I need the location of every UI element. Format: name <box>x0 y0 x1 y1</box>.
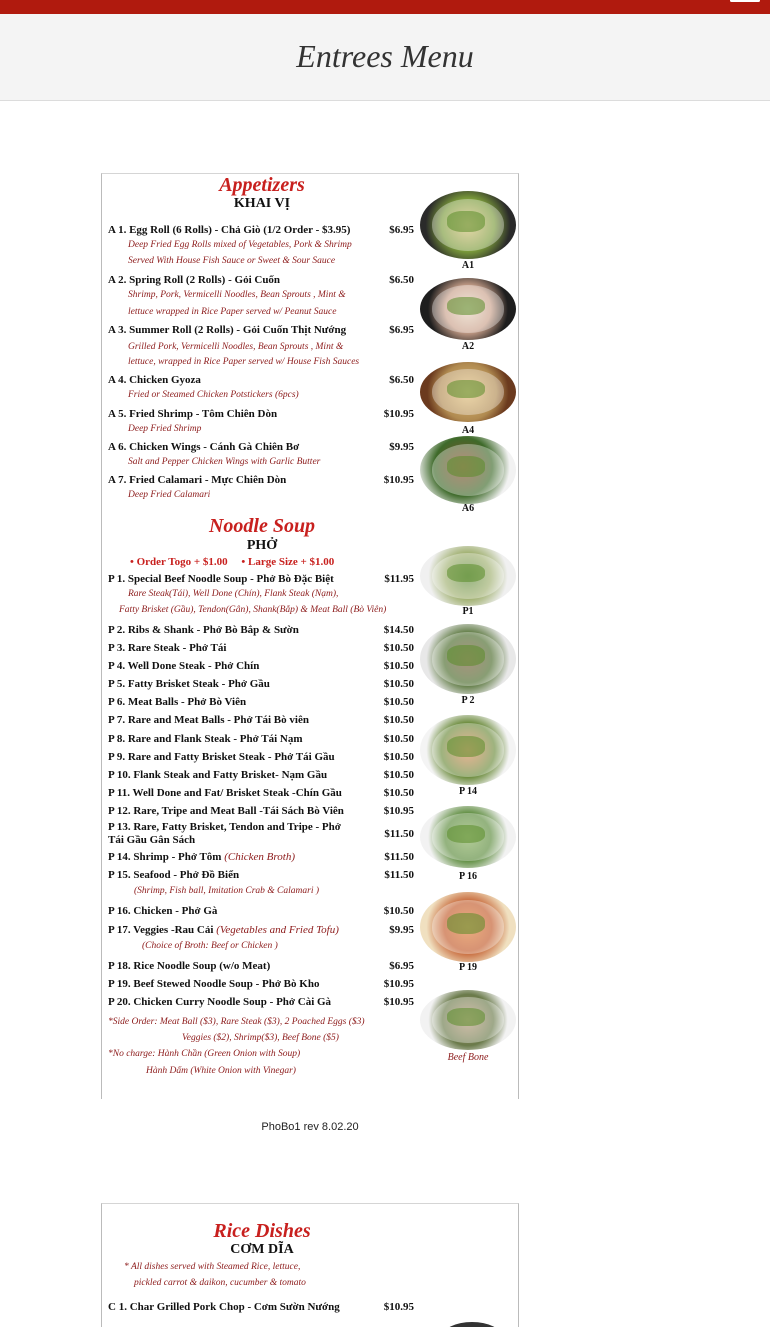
menu-image-2 <box>101 1203 519 1327</box>
noodle-soup-title: Noodle Soup <box>208 515 316 537</box>
menu-image-1 <box>101 173 519 1099</box>
menu-item-p10: P 10. Flank Steak and Fatty Brisket- Nạm Gầu $10.50 <box>108 769 414 781</box>
menu-item-p1: P 1. Special Beef Noodle Soup - Phở Bò Đặc Biệt $11.95 <box>108 573 414 585</box>
top-bar <box>0 0 770 14</box>
photo-label: P 2 <box>461 695 475 706</box>
page-header <box>0 14 770 101</box>
item-desc: (Choice of Broth: Beef or Chicken ) <box>142 941 278 951</box>
food-photo-a2 <box>420 278 516 340</box>
rice-note: pickled carrot & daikon, cucumber & tomato <box>134 1278 306 1288</box>
item-desc: Fried or Steamed Chicken Potstickers (6pcs) <box>128 390 299 400</box>
food-photo-p2 <box>420 624 516 694</box>
photo-label: P 14 <box>458 786 478 797</box>
photo-label: P1 <box>462 606 474 617</box>
menu-item-p14: P 14. Shrimp - Phở Tôm (Chicken Broth) $11.50 <box>108 851 414 863</box>
item-desc: Grilled Pork, Vermicelli Noodles, Bean Sprouts , Mint & <box>128 342 344 352</box>
image-caption: PhoBo1 rev 8.02.20 <box>261 1121 359 1133</box>
food-photo-p1 <box>420 546 516 606</box>
page-title: Entrees Menu <box>296 38 474 74</box>
hamburger-icon[interactable] <box>730 0 760 8</box>
menu-item-p15: P 15. Seafood - Phở Đồ Biển $11.50 <box>108 869 414 881</box>
menu-item-a1: A 1. Egg Roll (6 Rolls) - Chả Giò (1/2 Order - $3.95) $6.95 <box>108 224 414 236</box>
food-photo-beef-bone <box>420 990 516 1050</box>
item-desc: Served With House Fish Sauce or Sweet & Sour Sauce <box>128 256 336 266</box>
menu-item-a6: A 6. Chicken Wings - Cánh Gà Chiên Bơ $9.95 <box>108 441 414 453</box>
menu-item-p20: P 20. Chicken Curry Noodle Soup - Phở Cài Gà $10.95 <box>108 996 414 1008</box>
side-order-note: Veggies ($2), Shrimp($3), Beef Bone ($5) <box>182 1033 339 1043</box>
noodle-soup-subtitle: PHỞ <box>246 538 278 553</box>
menu-item-a5: A 5. Fried Shrimp - Tôm Chiên Dòn $10.95 <box>108 408 414 420</box>
menu-item-p4: P 4. Well Done Steak - Phở Chín $10.50 <box>108 660 414 672</box>
rice-dishes-subtitle: CƠM DĨA <box>230 1242 294 1257</box>
menu-item-c1: C 1. Char Grilled Pork Chop - Cơm Sườn Nướng $10.95 <box>108 1301 414 1313</box>
menu-item-a3: A 3. Summer Roll (2 Rolls) - Gỏi Cuốn Thịt Nướng $6.95 <box>108 324 414 336</box>
menu-item-p6: P 6. Meat Balls - Phở Bò Viên $10.50 <box>108 696 414 708</box>
photo-label: A6 <box>461 503 475 513</box>
photo-label: P 16 <box>458 871 478 882</box>
item-desc: Deep Fried Egg Rolls mixed of Vegetables, Pork & Shrimp <box>128 240 352 250</box>
menu-item-p11: P 11. Well Done and Fat/ Brisket Steak -Chín Gầu $10.50 <box>108 787 414 799</box>
item-desc: Deep Fried Shrimp <box>128 424 202 434</box>
item-desc: Fatty Brisket (Gầu), Tendon(Gân), Shank(Bắp) & Meat Ball (Bò Viên) <box>119 605 387 615</box>
item-desc: Deep Fried Calamari <box>128 490 211 500</box>
photo-label: P 19 <box>458 962 478 973</box>
food-photo-a1 <box>420 191 516 259</box>
food-photo-a6 <box>420 436 516 504</box>
menu-item-p17: P 17. Veggies -Rau Cải (Vegetables and Fried Tofu) $9.95 <box>108 924 414 936</box>
item-desc: lettuce, wrapped in Rice Paper served w/ House Fish Sauces <box>128 357 360 367</box>
item-desc: Rare Steak(Tái), Well Done (Chín), Flank Steak (Nạm), <box>128 589 339 599</box>
item-desc: (Shrimp, Fish ball, Imitation Crab & Calamari ) <box>134 886 319 896</box>
menu-item-p12: P 12. Rare, Tripe and Meat Ball -Tái Sách Bò Viên $10.95 <box>108 805 414 817</box>
food-photo-p19 <box>420 892 516 962</box>
appetizers-title: Appetizers <box>219 174 305 196</box>
item-desc: Shrimp, Pork, Vermicelli Noodles, Bean Sprouts , Mint & <box>128 290 346 300</box>
photo-label: Beef Bone <box>447 1052 489 1063</box>
photo-label: A4 <box>461 425 475 436</box>
food-photo-a4 <box>420 362 516 422</box>
menu-item-p5: P 5. Fatty Brisket Steak - Phở Gầu $10.50 <box>108 678 414 690</box>
photo-label: A2 <box>461 341 475 352</box>
menu-item-a7: A 7. Fried Calamari - Mực Chiên Dòn $10.95 <box>108 474 414 486</box>
rice-note: * All dishes served with Steamed Rice, lettuce, <box>124 1262 301 1272</box>
menu-item-a4: A 4. Chicken Gyoza $6.50 <box>108 374 414 386</box>
food-photo-p14 <box>420 715 516 785</box>
menu-item-a2: A 2. Spring Roll (2 Rolls) - Gỏi Cuốn $6.50 <box>108 274 414 286</box>
menu-item-p13: P 13. Rare, Fatty Brisket, Tendon and Tripe - Phở Tái Gầu Gân Sách $11.50 <box>108 821 414 846</box>
menu-item-p18: P 18. Rice Noodle Soup (w/o Meat) $6.95 <box>108 960 414 972</box>
menu-item-p16: P 16. Chicken - Phở Gà $10.50 <box>108 905 414 917</box>
no-charge-note: Hành Dấm (White Onion with Vinegar) <box>146 1066 296 1076</box>
menu-item-p3: P 3. Rare Steak - Phở Tái $10.50 <box>108 642 414 654</box>
menu-item-p7: P 7. Rare and Meat Balls - Phở Tái Bò viên $10.50 <box>108 714 414 726</box>
item-desc: lettuce wrapped in Rice Paper served w/ Peanut Sauce <box>128 307 337 317</box>
photo-label: A1 <box>461 260 475 271</box>
menu-item-p19: P 19. Beef Stewed Noodle Soup - Phở Bò Kho $10.95 <box>108 978 414 990</box>
menu-item-p8: P 8. Rare and Flank Steak - Phở Tái Nạm $10.50 <box>108 733 414 745</box>
food-photo-c <box>442 1322 502 1327</box>
item-desc: Salt and Pepper Chicken Wings with Garlic Butter <box>128 457 321 467</box>
food-photo-p16 <box>420 806 516 868</box>
no-charge-note: *No charge: Hành Chần (Green Onion with Soup) <box>108 1049 301 1059</box>
order-togo-note: • Order Togo + $1.00 • Large Size + $1.00 <box>130 556 335 568</box>
appetizers-subtitle: KHAI VỊ <box>233 196 291 211</box>
side-order-note: *Side Order: Meat Ball ($3), Rare Steak ($3), 2 Poached Eggs ($3) <box>108 1017 365 1027</box>
menu-item-p9: P 9. Rare and Fatty Brisket Steak - Phở Tái Gầu $10.50 <box>108 751 414 763</box>
menu-item-p2: P 2. Ribs & Shank - Phở Bò Bắp & Sườn $14.50 <box>108 624 414 636</box>
rice-dishes-title: Rice Dishes <box>213 1220 311 1242</box>
